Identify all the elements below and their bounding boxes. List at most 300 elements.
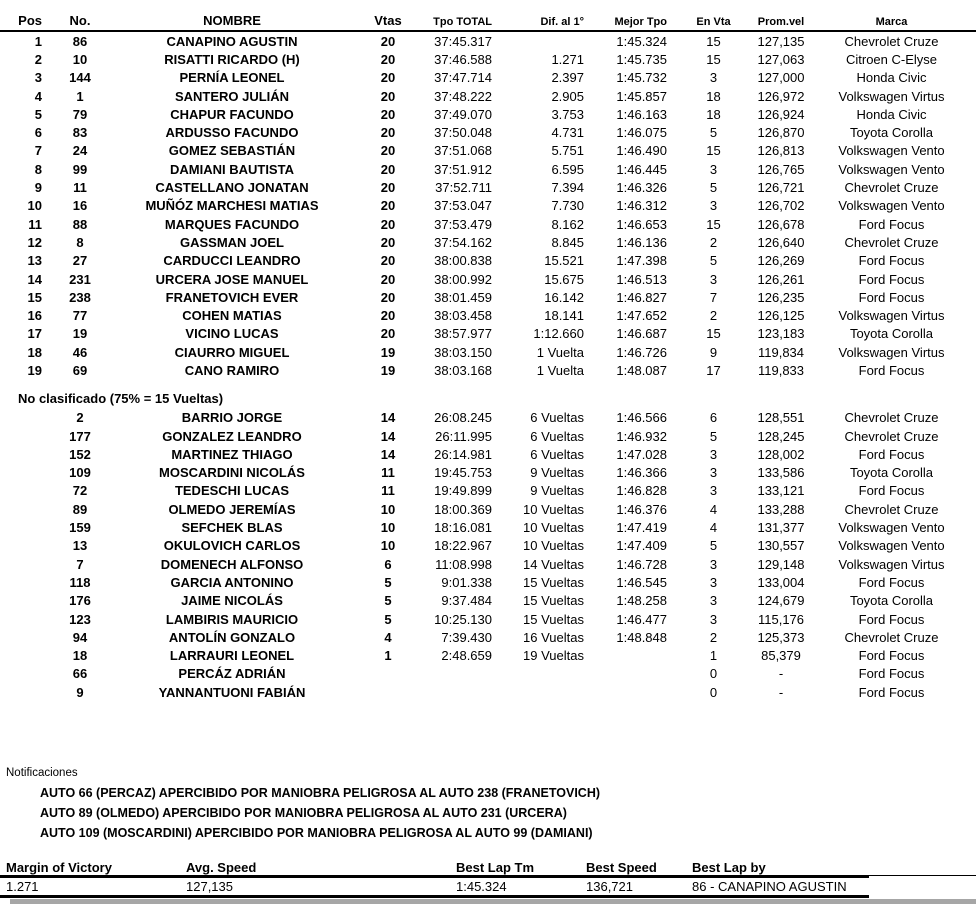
table-row (0, 288, 976, 306)
table-row (0, 610, 976, 628)
cell-envta: 2 (709, 234, 718, 250)
cell-prom: 131,377 (757, 520, 805, 536)
cell-pos: 17 (27, 326, 42, 342)
table-row (0, 537, 976, 555)
cell-prom: - (778, 666, 784, 682)
cell-no: 86 (72, 33, 88, 49)
cell-envta: 3 (709, 161, 718, 177)
cell-vtas: 20 (380, 70, 396, 86)
cell-no: 8 (76, 234, 84, 250)
table-row (0, 647, 976, 665)
cell-dif: 10 Vueltas (523, 538, 584, 554)
cell-dif: 2.905 (551, 88, 584, 104)
cell-nombre: CHAPUR FACUNDO (170, 106, 294, 122)
cell-nombre: URCERA JOSE MANUEL (155, 271, 309, 287)
cell-vtas: 1 (384, 648, 392, 664)
cell-nombre: MARTINEZ THIAGO (171, 446, 293, 462)
cell-envta: 3 (709, 611, 718, 627)
cell-pos: 8 (34, 161, 42, 177)
cell-pos (0, 445, 56, 463)
summary-bottom-divider (0, 895, 869, 898)
cell-envta: 3 (709, 574, 718, 590)
cell-mejor: 1:48.258 (616, 593, 667, 609)
cell-vtas: 20 (380, 326, 396, 342)
cell-mejor: 1:46.726 (616, 344, 667, 360)
cell-no: 27 (72, 253, 88, 269)
cell-nombre: GOMEZ SEBASTIÁN (168, 143, 296, 159)
cell-marca: Honda Civic (856, 70, 927, 86)
cell-vtas: 20 (380, 216, 396, 232)
cell-envta: 3 (709, 483, 718, 499)
cell-nombre: OLMEDO JEREMÍAS (168, 501, 296, 517)
cell-envta: 2 (709, 308, 718, 324)
cell-no: 18 (72, 648, 88, 664)
summary-section (0, 856, 976, 904)
cell-prom: 126,235 (757, 289, 805, 305)
cell-envta: 9 (709, 344, 718, 360)
cell-tpo: 38:03.150 (434, 344, 492, 360)
table-row (0, 427, 976, 445)
cell-mejor (588, 683, 672, 701)
cell-prom: 126,721 (757, 180, 805, 196)
cell-tpo: 37:47.714 (434, 70, 492, 86)
table-row (0, 306, 976, 324)
cell-dif: 15.521 (544, 253, 584, 269)
cell-pos (0, 482, 56, 500)
bottom-shadow-bar (10, 899, 976, 904)
cell-pos: 10 (27, 198, 42, 214)
cell-marca: Ford Focus (858, 684, 925, 700)
table-row (0, 343, 976, 361)
cell-mejor: 1:46.477 (616, 611, 667, 627)
cell-tpo: 37:46.588 (434, 51, 492, 67)
col-header-nombre: NOMBRE (104, 8, 360, 31)
cell-dif: 6 Vueltas (530, 428, 584, 444)
cell-prom: 125,373 (757, 629, 805, 645)
cell-prom: 126,261 (757, 271, 805, 287)
cell-no: 46 (72, 344, 88, 360)
cell-prom: 128,002 (757, 446, 805, 462)
summary-value-avg-speed: 127,135 (186, 879, 233, 895)
cell-mejor: 1:45.735 (616, 51, 667, 67)
cell-no: 89 (72, 501, 88, 517)
cell-no: 88 (72, 216, 88, 232)
cell-dif: 10 Vueltas (523, 501, 584, 517)
col-header-vtas: Vtas (360, 8, 416, 31)
cell-no: 13 (72, 538, 88, 554)
cell-tpo: 38:01.459 (434, 289, 492, 305)
cell-mejor: 1:45.732 (616, 70, 667, 86)
cell-mejor: 1:46.366 (616, 465, 667, 481)
cell-envta: 15 (706, 33, 721, 49)
table-row (0, 50, 976, 68)
cell-nombre: PERCÁZ ADRIÁN (178, 666, 286, 682)
cell-nombre: ANTOLÍN GONZALO (168, 629, 296, 645)
cell-marca: Volkswagen Virtus (838, 308, 945, 324)
cell-dif (498, 665, 588, 683)
cell-envta: 0 (709, 666, 718, 682)
cell-no: 152 (69, 446, 91, 462)
cell-envta: 3 (709, 556, 718, 572)
cell-pos: 13 (27, 253, 42, 269)
cell-dif: 8.162 (551, 216, 584, 232)
cell-mejor: 1:46.326 (616, 180, 667, 196)
cell-vtas: 19 (380, 362, 396, 378)
cell-no: 109 (69, 465, 91, 481)
cell-dif: 8.845 (551, 234, 584, 250)
cell-tpo: 9:37.484 (441, 593, 492, 609)
cell-mejor (588, 647, 672, 665)
cell-prom: 126,972 (757, 88, 805, 104)
summary-values-row (0, 878, 976, 895)
cell-marca: Ford Focus (858, 362, 925, 378)
cell-pos: 18 (27, 344, 42, 360)
cell-tpo: 38:00.838 (434, 253, 492, 269)
cell-mejor: 1:46.827 (616, 289, 667, 305)
cell-prom: 126,870 (757, 125, 805, 141)
cell-mejor: 1:47.028 (616, 446, 667, 462)
cell-nombre: CIAURRO MIGUEL (174, 344, 290, 360)
cell-marca: Volkswagen Vento (838, 520, 945, 536)
summary-value-margin-of-victory: 1.271 (6, 879, 39, 895)
cell-marca: Ford Focus (858, 648, 925, 664)
cell-dif (498, 683, 588, 701)
col-header-tpo-total: Tpo TOTAL (416, 8, 498, 31)
cell-mejor: 1:46.312 (616, 198, 667, 214)
col-header-no: No. (56, 8, 104, 31)
cell-prom: 126,125 (757, 308, 805, 324)
cell-no: 9 (76, 684, 84, 700)
unclassified-rows (0, 409, 976, 702)
cell-dif: 1:12.660 (533, 326, 584, 342)
cell-mejor: 1:46.932 (616, 428, 667, 444)
cell-marca: Ford Focus (858, 216, 925, 232)
cell-pos (0, 537, 56, 555)
table-row (0, 87, 976, 105)
cell-envta: 3 (709, 198, 718, 214)
cell-nombre: MARQUES FACUNDO (164, 216, 300, 232)
cell-no: 24 (72, 143, 88, 159)
cell-pos: 2 (34, 51, 42, 67)
cell-vtas: 14 (380, 446, 396, 462)
cell-pos: 3 (34, 70, 42, 86)
table-row (0, 628, 976, 646)
cell-pos: 1 (34, 33, 42, 49)
cell-dif: 16.142 (544, 289, 584, 305)
cell-mejor: 1:48.087 (616, 362, 667, 378)
cell-nombre: GASSMAN JOEL (179, 234, 284, 250)
cell-vtas: 20 (380, 253, 396, 269)
cell-dif: 15.675 (544, 271, 584, 287)
cell-envta: 5 (709, 180, 718, 196)
col-header-mejor-tpo: Mejor Tpo (588, 8, 672, 31)
cell-tpo: 26:08.245 (434, 410, 492, 426)
cell-tpo: 37:54.162 (434, 234, 492, 250)
cell-envta: 15 (706, 143, 721, 159)
cell-prom: 127,135 (757, 33, 805, 49)
cell-pos (0, 555, 56, 573)
table-row (0, 142, 976, 160)
cell-dif: 7.394 (551, 180, 584, 196)
cell-vtas: 6 (384, 556, 392, 572)
cell-dif: 9 Vueltas (530, 465, 584, 481)
cell-pos (0, 628, 56, 646)
cell-envta: 2 (709, 629, 718, 645)
table-row (0, 123, 976, 141)
cell-marca: Ford Focus (858, 611, 925, 627)
cell-envta: 5 (709, 125, 718, 141)
cell-envta: 5 (709, 428, 718, 444)
cell-prom: 130,557 (757, 538, 805, 554)
cell-pos: 4 (34, 88, 42, 104)
cell-nombre: BARRIO JORGE (181, 410, 283, 426)
cell-no: 238 (69, 289, 91, 305)
col-header-marca: Marca (807, 8, 976, 31)
cell-mejor: 1:47.419 (616, 520, 667, 536)
table-row (0, 555, 976, 573)
cell-dif: 1 Vuelta (536, 362, 584, 378)
table-row (0, 482, 976, 500)
cell-pos: 11 (28, 216, 42, 232)
table-row (0, 31, 976, 50)
cell-vtas: 20 (380, 88, 396, 104)
cell-prom: 133,121 (757, 483, 805, 499)
cell-pos: 19 (27, 362, 42, 378)
cell-pos (0, 665, 56, 683)
cell-pos (0, 683, 56, 701)
cell-nombre: CANO RAMIRO (184, 362, 280, 378)
cell-pos (0, 647, 56, 665)
cell-mejor: 1:46.828 (616, 483, 667, 499)
cell-vtas: 20 (380, 106, 396, 122)
table-row (0, 683, 976, 701)
cell-nombre: DOMENECH ALFONSO (160, 556, 304, 572)
cell-marca: Chevrolet Cruze (844, 33, 939, 49)
cell-dif: 18.141 (544, 308, 584, 324)
summary-value-best-speed: 136,721 (586, 879, 633, 895)
cell-dif: 15 Vueltas (523, 574, 584, 590)
cell-mejor: 1:46.163 (616, 106, 667, 122)
cell-envta: 17 (706, 362, 721, 378)
cell-marca: Volkswagen Virtus (838, 556, 945, 572)
table-row (0, 445, 976, 463)
cell-nombre: FRANETOVICH EVER (165, 289, 299, 305)
cell-dif: 2.397 (551, 70, 584, 86)
cell-marca: Ford Focus (858, 574, 925, 590)
cell-envta: 5 (709, 253, 718, 269)
cell-tpo: 37:53.047 (434, 198, 492, 214)
cell-nombre: PERNÍA LEONEL (179, 70, 285, 86)
cell-no: 159 (69, 520, 91, 536)
cell-mejor: 1:45.324 (616, 33, 667, 49)
table-row (0, 160, 976, 178)
cell-prom: 127,000 (757, 70, 805, 86)
cell-no: 11 (73, 180, 87, 196)
cell-vtas: 20 (380, 234, 396, 250)
cell-marca: Toyota Corolla (849, 593, 934, 609)
cell-envta: 18 (706, 88, 721, 104)
cell-nombre: JAIME NICOLÁS (181, 593, 283, 609)
cell-nombre: RISATTI RICARDO (H) (164, 51, 300, 67)
cell-marca: Honda Civic (856, 106, 927, 122)
cell-prom: 126,702 (757, 198, 805, 214)
cell-pos (0, 464, 56, 482)
cell-pos: 6 (34, 125, 42, 141)
cell-vtas: 20 (380, 198, 396, 214)
cell-prom: 115,176 (757, 611, 805, 627)
cell-pos (0, 610, 56, 628)
cell-pos (0, 427, 56, 445)
cell-mejor: 1:45.857 (616, 88, 667, 104)
cell-pos (0, 573, 56, 591)
cell-marca: Ford Focus (858, 289, 925, 305)
cell-tpo: 38:03.458 (434, 308, 492, 324)
cell-envta: 6 (709, 410, 718, 426)
summary-header-best-lap-by: Best Lap by (692, 860, 766, 876)
cell-tpo (416, 683, 498, 701)
cell-mejor: 1:46.445 (616, 161, 667, 177)
cell-mejor: 1:48.848 (616, 629, 667, 645)
cell-tpo: 38:57.977 (434, 326, 492, 342)
cell-mejor: 1:47.409 (616, 538, 667, 554)
cell-vtas: 20 (380, 143, 396, 159)
cell-tpo: 38:03.168 (434, 362, 492, 378)
cell-envta: 3 (709, 593, 718, 609)
cell-vtas: 10 (380, 520, 396, 536)
cell-pos: 9 (34, 180, 42, 196)
cell-pos (0, 500, 56, 518)
cell-vtas: 20 (380, 180, 396, 196)
cell-dif: 19 Vueltas (523, 648, 584, 664)
cell-mejor: 1:47.398 (616, 253, 667, 269)
table-row (0, 197, 976, 215)
cell-prom: 126,813 (757, 143, 805, 159)
cell-no: 66 (72, 666, 88, 682)
cell-mejor: 1:46.490 (616, 143, 667, 159)
cell-mejor: 1:46.566 (616, 410, 667, 426)
cell-no: 19 (72, 326, 88, 342)
cell-prom: 133,004 (757, 574, 805, 590)
table-row (0, 270, 976, 288)
cell-marca: Ford Focus (858, 483, 925, 499)
notification-item: AUTO 109 (MOSCARDINI) APERCIBIDO POR MANIOBRA PELIGROSA AL AUTO 99 (DAMIANI) (40, 826, 593, 841)
cell-mejor: 1:47.652 (616, 308, 667, 324)
cell-nombre: DAMIANI BAUTISTA (170, 161, 294, 177)
cell-envta: 0 (709, 684, 718, 700)
cell-dif: 1 Vuelta (536, 344, 584, 360)
cell-no: 99 (72, 161, 88, 177)
cell-tpo: 19:45.753 (434, 465, 492, 481)
cell-vtas: 10 (380, 501, 396, 517)
cell-nombre: YANNANTUONI FABIÁN (158, 684, 306, 700)
cell-nombre: SEFCHEK BLAS (181, 520, 283, 536)
cell-no: 2 (76, 410, 84, 426)
cell-tpo: 18:22.967 (434, 538, 492, 554)
table-row (0, 665, 976, 683)
cell-pos: 15 (27, 289, 42, 305)
cell-prom: 119,833 (757, 362, 805, 378)
cell-prom: 128,551 (757, 410, 805, 426)
cell-envta: 5 (709, 538, 718, 554)
cell-dif: 1.271 (551, 51, 584, 67)
cell-tpo: 26:14.981 (434, 446, 492, 462)
cell-prom: 129,148 (757, 556, 805, 572)
cell-no: 177 (69, 428, 91, 444)
cell-pos: 7 (34, 143, 42, 159)
summary-header-avg-speed: Avg. Speed (186, 860, 257, 876)
cell-no: 77 (72, 308, 88, 324)
cell-dif: 6 Vueltas (530, 446, 584, 462)
cell-dif: 9 Vueltas (530, 483, 584, 499)
cell-tpo: 37:49.070 (434, 106, 492, 122)
cell-prom: - (778, 684, 784, 700)
cell-dif: 16 Vueltas (523, 629, 584, 645)
summary-header-best-lap-tm: Best Lap Tm (456, 860, 535, 876)
cell-nombre: MUÑÓZ MARCHESI MATIAS (145, 198, 319, 214)
cell-tpo (416, 665, 498, 683)
cell-pos (0, 592, 56, 610)
cell-envta: 3 (709, 70, 718, 86)
cell-nombre: OKULOVICH CARLOS (163, 538, 301, 554)
cell-prom: 126,678 (757, 216, 805, 232)
notifications-section (6, 767, 976, 843)
notification-item: AUTO 66 (PERCAZ) APERCIBIDO POR MANIOBRA PELIGROSA AL AUTO 238 (FRANETOVICH) (40, 786, 601, 801)
cell-dif: 4.731 (551, 125, 584, 141)
cell-vtas: 20 (380, 33, 396, 49)
cell-pos: 16 (27, 308, 42, 324)
cell-dif: 10 Vueltas (523, 520, 584, 536)
cell-dif: 5.751 (551, 143, 584, 159)
cell-nombre: COHEN MATIAS (182, 308, 282, 324)
cell-prom: 126,269 (757, 253, 805, 269)
cell-vtas: 4 (384, 629, 392, 645)
cell-marca: Volkswagen Vento (838, 198, 945, 214)
cell-marca: Chevrolet Cruze (844, 180, 939, 196)
table-row (0, 69, 976, 87)
cell-nombre: LARRAURI LEONEL (169, 648, 295, 664)
cell-mejor: 1:46.687 (616, 326, 667, 342)
cell-tpo: 37:45.317 (434, 33, 492, 49)
cell-no: 83 (72, 125, 88, 141)
table-row (0, 409, 976, 427)
cell-no: 16 (72, 198, 88, 214)
cell-envta: 1 (709, 648, 718, 664)
cell-dif: 6.595 (551, 161, 584, 177)
classified-rows (0, 31, 976, 380)
cell-nombre: SANTERO JULIÁN (174, 88, 290, 104)
cell-marca: Chevrolet Cruze (844, 501, 939, 517)
cell-prom: 127,063 (757, 51, 805, 67)
cell-mejor: 1:46.376 (616, 501, 667, 517)
cell-dif: 15 Vueltas (523, 611, 584, 627)
cell-envta: 3 (709, 465, 718, 481)
cell-marca: Toyota Corolla (849, 326, 934, 342)
cell-marca: Ford Focus (858, 446, 925, 462)
table-row (0, 252, 976, 270)
table-row (0, 518, 976, 536)
cell-envta: 15 (706, 51, 721, 67)
cell-vtas: 20 (380, 51, 396, 67)
cell-envta: 15 (706, 326, 721, 342)
table-row (0, 233, 976, 251)
cell-vtas: 20 (380, 289, 396, 305)
cell-tpo: 37:51.068 (434, 143, 492, 159)
cell-mejor: 1:46.545 (616, 574, 667, 590)
cell-prom: 126,765 (757, 161, 805, 177)
cell-pos: 14 (27, 271, 42, 287)
cell-tpo: 11:08.998 (435, 556, 492, 572)
cell-dif (498, 31, 588, 50)
